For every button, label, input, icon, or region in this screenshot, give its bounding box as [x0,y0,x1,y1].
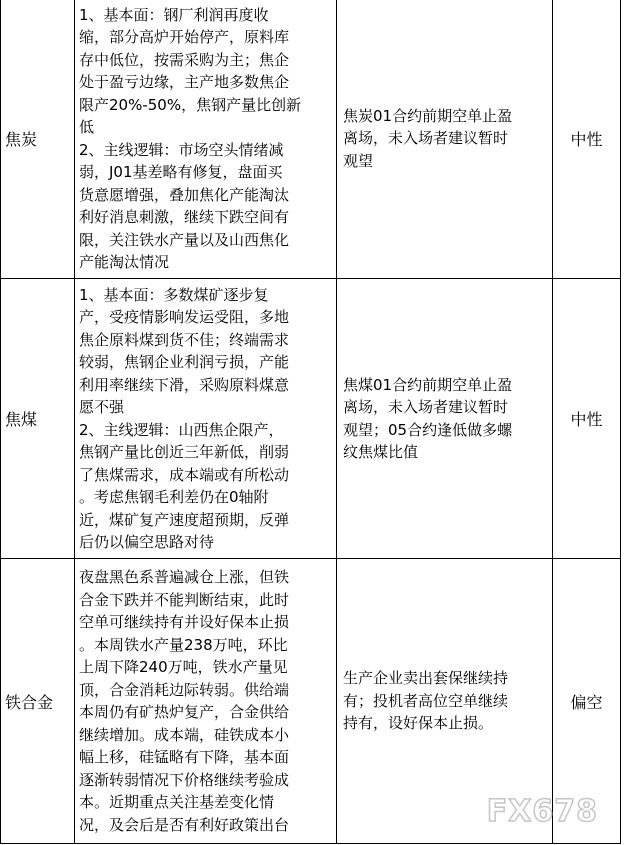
strategy-cell: 焦煤01合约前期空单止盈 离场，未入场者建议暂时 观望；05合约逢低做多螺 纹焦煤比值 [337,279,553,559]
strategy-cell: 生产企业卖出套保继续持 有；投机者高位空单继续 持有，设好保本止损。 [337,559,553,844]
table-row [1,279,621,559]
table-row [1,0,621,279]
view-cell: 中性 [553,279,621,559]
commodity-name: 铁合金 [1,559,75,844]
commodity-name: 焦炭 [1,0,75,279]
strategy-cell: 焦炭01合约前期空单止盈 离场，未入场者建议暂时 观望 [337,0,553,279]
watermark-logo: FX678 [486,794,598,829]
analysis-cell: 1、基本面：钢厂利润再度收 缩，部分高炉开始停产，原料库 存中低位，按需采购为主；焦企 处于盈亏边缘，主产地多数焦企 限产20%-50%，焦钢产量比创新 低 2、主线逻辑：市场空头情绪减 弱，J01基差略有修复，盘面买 货意愿增强，叠加焦化产能淘汰 利好消息刺激，继续下跌空间有 限，关注铁水产量以及山西焦化 产能淘汰情况 [75,0,337,279]
view-cell: 偏空 [553,559,621,844]
analysis-cell: 夜盘黑色系普遍减仓上涨，但铁 合金下跌并不能判断结束，此时 空单可继续持有并设好保本止损 。本周铁水产量238万吨，环比 上周下降240万吨，铁水产量见 顶，合金消耗边际转弱。供给端 本周仍有矿热炉复产，合金供给 继续增加。成本端，硅铁成本小 幅上移，硅锰略有下降，基本面 逐渐转弱情况下价格继续考验成 本。近期重点关注基差变化情 况，及会后是否有利好政策出台 [75,559,337,844]
analysis-cell: 1、基本面：多数煤矿逐步复 产，受疫情影响发运受阻，多地 焦企原料煤到货不佳；终端需求 较弱，焦钢企业利润亏损，产能 利用率继续下滑，采购原料煤意 愿不强 2、主线逻辑：山西焦企限产， 焦钢产量比创近三年新低，削弱 了焦煤需求，成本端或有所松动 。考虑焦钢毛利差仍在0轴附 近，煤矿复产速度超预期，反弹 后仍以偏空思路对待 [75,279,337,559]
view-cell: 中性 [553,0,621,279]
commodity-name: 焦煤 [1,279,75,559]
